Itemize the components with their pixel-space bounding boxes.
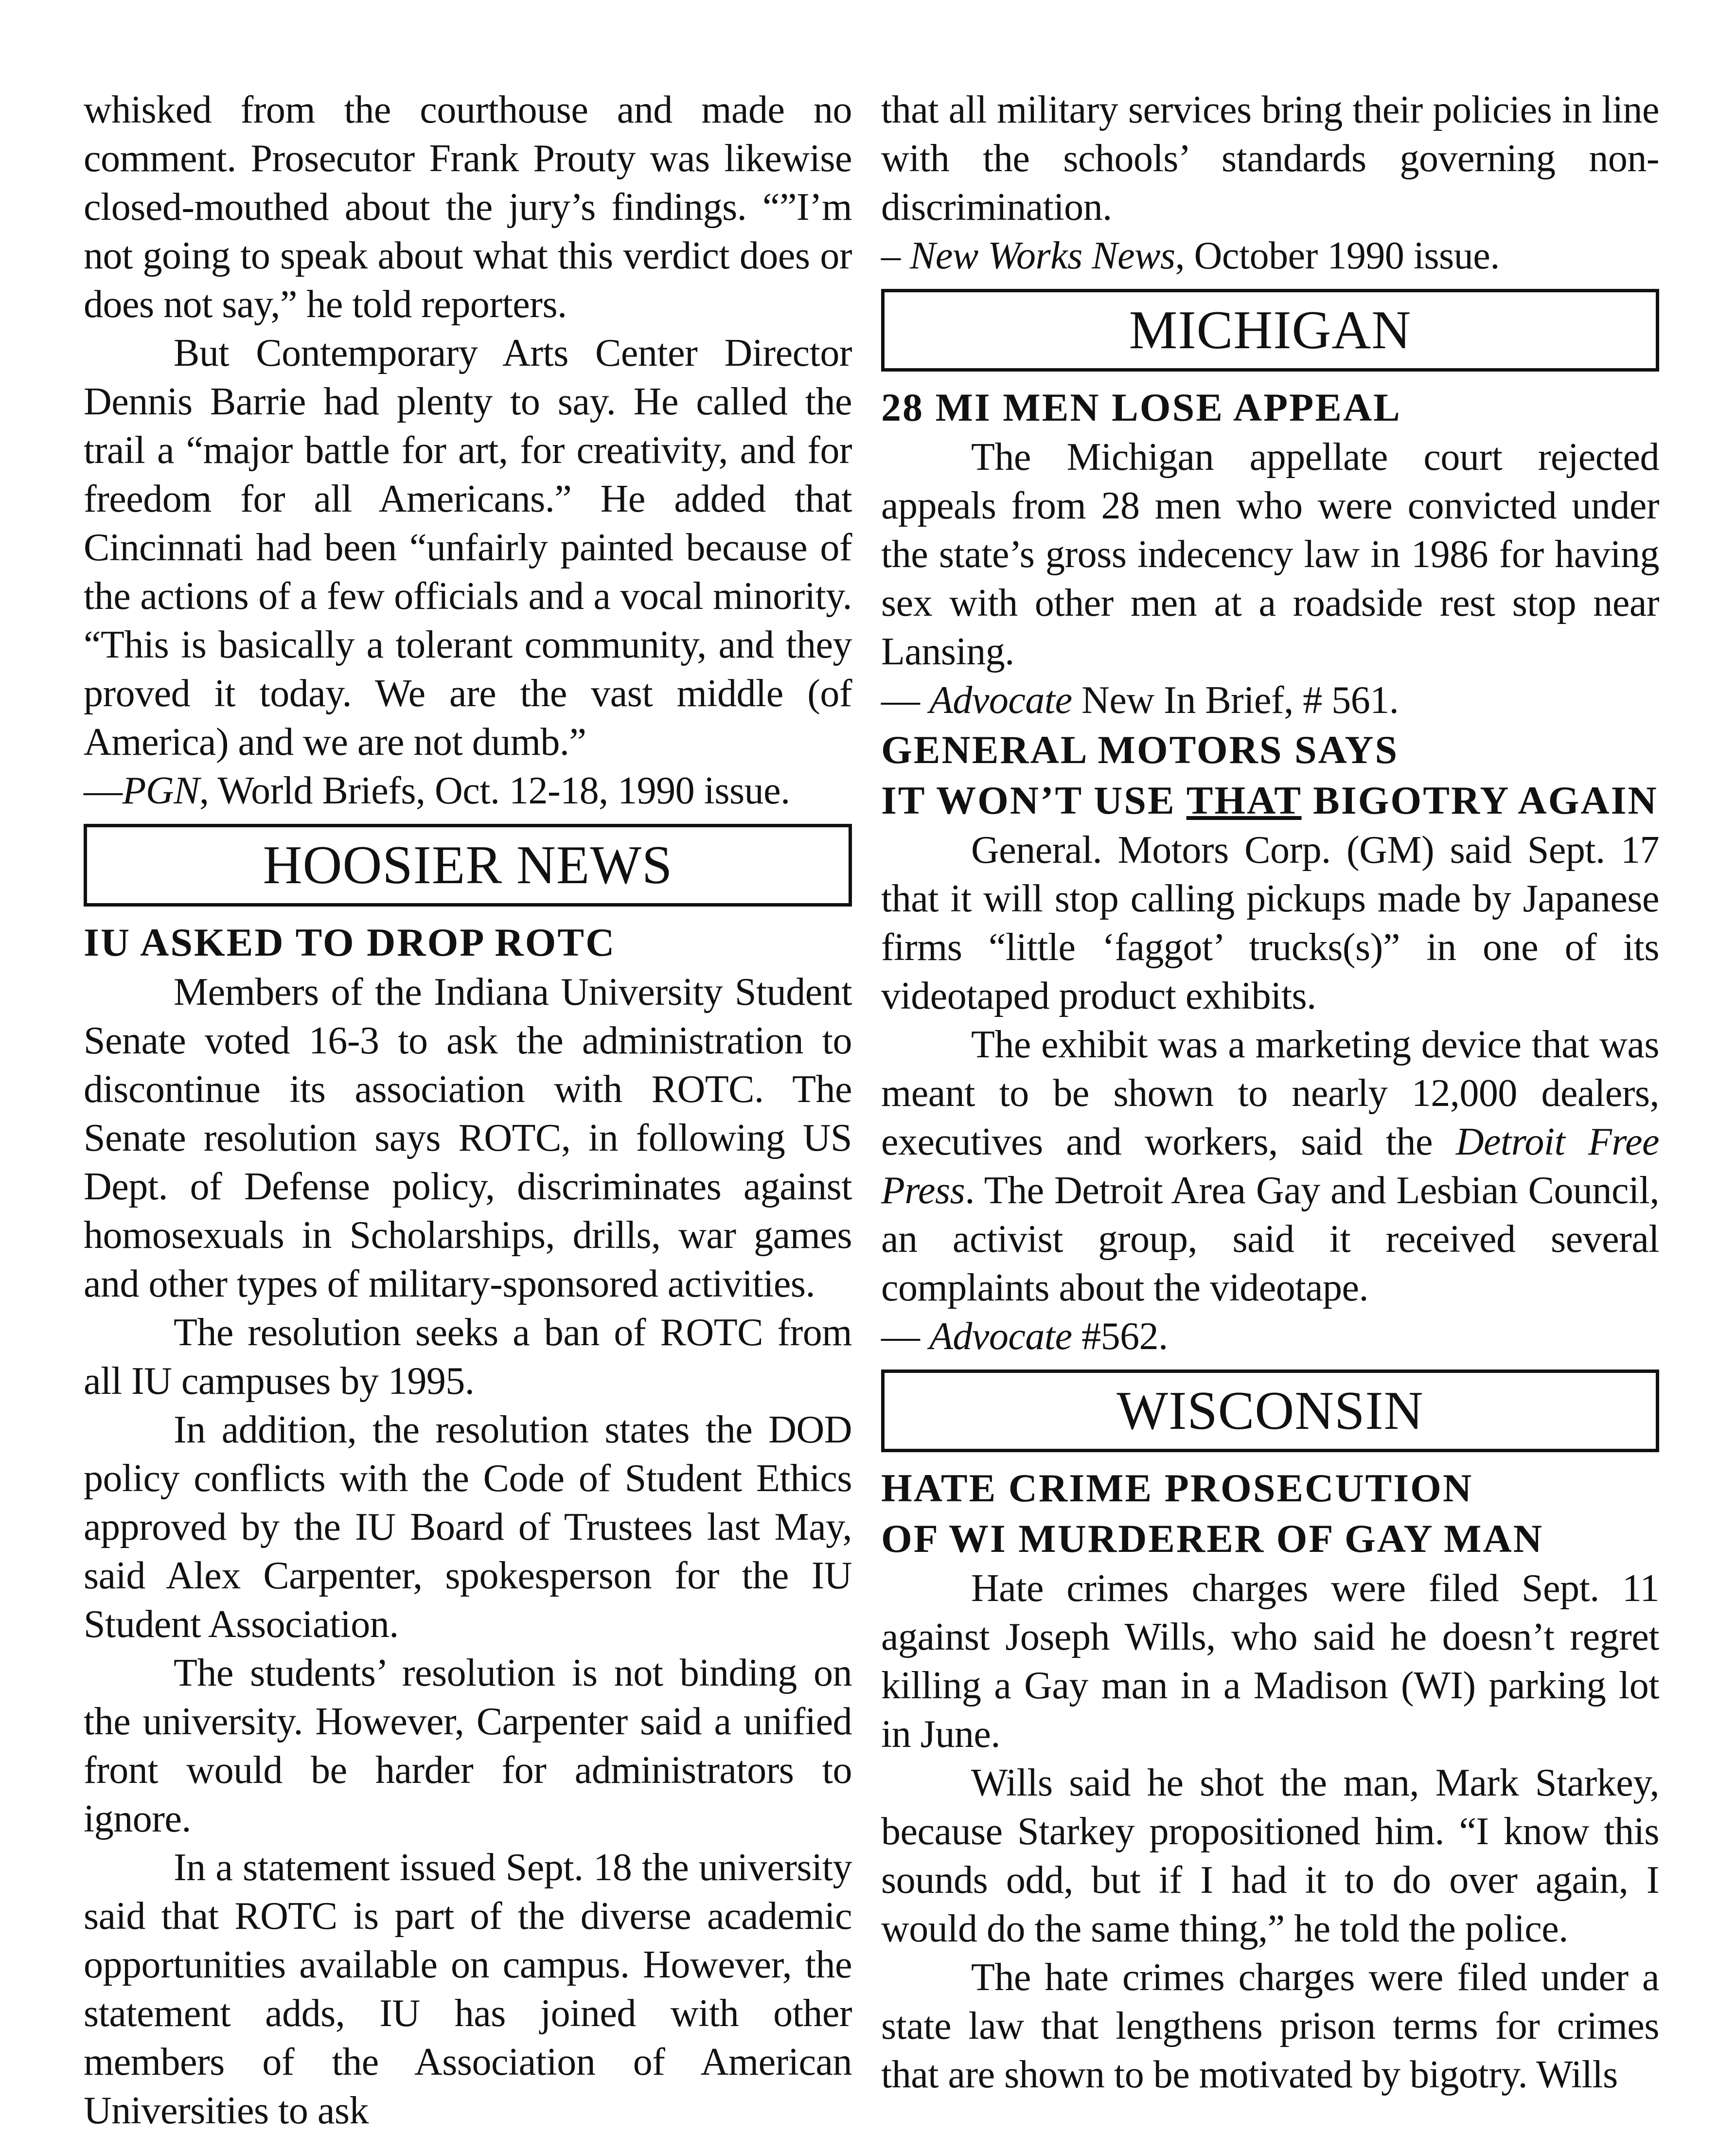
story-paragraph: General. Motors Corp. (GM) said Sept. 17 that it will stop calling pickups made by Japanese firms “little ‘faggot’ trucks(s)” in one of its videotaped product exhibits. (881, 829, 1659, 1017)
continued-paragraph: But Contemporary Arts Center Director Dennis Barrie had plenty to say. He called the trail a “major battle for art, for creativity, and for freedom for all Americans.” He added that Cincinnati had been “unfairly painted because of the actions of a few officials and a vocal minority. “This is basically a tolerant community, and they proved it today. We are the vast middle (of America) and we are not dumb.” (84, 332, 852, 764)
story-paragraph: Members of the Indiana University Student Senate voted 16-3 to ask the administration to discontinue its association with ROTC. The Senate resolution says ROTC, in following US Dept. of Defense policy, discriminates against homosexuals in Scholarships, drills, war games and other types of military-sponsored activities. (84, 971, 852, 1305)
newspaper-name: Detroit Free Press (881, 1121, 1660, 1212)
story-paragraph: The hate crimes charges were filed under a state law that lengthens prison terms for crimes that are shown to be motivated by bigotry. Wills (881, 1956, 1659, 2096)
section-header-hoosier-news: HOOSIER NEWS (84, 824, 852, 907)
source-detail: , October 1990 issue. (1175, 234, 1500, 277)
story-paragraph: Wills said he shot the man, Mark Starkey, because Starkey propositioned him. “I know this sounds odd, but if I had it to do over again, I would do the same thing,” he told the police. (881, 1761, 1659, 1950)
source-citation (881, 231, 1659, 280)
paragraph-text: . The Detroit Area Gay and Lesbian Council, an activist group, said it received several complaints about the videotape. (881, 1169, 1659, 1309)
headline-text: IT WON’T USE (881, 778, 1187, 822)
headline-gm-line2 (881, 775, 1659, 826)
headline-hate-line1: HATE CRIME PROSECUTION (881, 1466, 1473, 1510)
section-header-wisconsin: WISCONSIN (881, 1370, 1659, 1452)
headline-rotc: IU ASKED TO DROP ROTC (84, 920, 616, 964)
right-column (881, 86, 1659, 2099)
source-publication: Advocate (929, 679, 1072, 722)
headline-appeal: 28 MI MEN LOSE APPEAL (881, 385, 1401, 429)
source-publication: New Works News (910, 234, 1175, 277)
headline-underlined-word: THAT (1186, 778, 1302, 822)
story-paragraph: Hate crimes charges were filed Sept. 11 against Joseph Wills, who said he doesn’t regret killing a Gay man in a Madison (WI) parking lot in June. (881, 1567, 1659, 1756)
continued-paragraph: whisked from the courthouse and made no comment. Prosecutor Frank Prouty was likewise closed-mouthed about the jury’s findings. “”I’m not going to speak about what this verdict does or does not say,” he told reporters. (84, 89, 852, 326)
source-prefix: – (881, 234, 910, 277)
story-paragraph: The Michigan appellate court rejected appeals from 28 men who were convicted under the state’s gross indecency law in 1986 for having sex with other men at a roadside rest stop near Lansing. (881, 436, 1659, 673)
source-prefix: — (881, 1315, 929, 1358)
story-paragraph (881, 1020, 1659, 1312)
source-prefix: — (881, 679, 929, 722)
headline-gm-line1: GENERAL MOTORS SAYS (881, 728, 1399, 772)
source-citation (881, 676, 1659, 725)
headline-hate-line2: OF WI MURDERER OF GAY MAN (881, 1516, 1543, 1561)
source-detail: , World Briefs, Oct. 12-18, 1990 issue. (199, 769, 790, 812)
story-paragraph: The resolution seeks a ban of ROTC from all IU campuses by 1995. (84, 1311, 852, 1403)
paragraph-text: The exhibit was a marketing device that was meant to be shown to nearly 12,000 dealers, executives and workers, said the (881, 1023, 1659, 1163)
headline-text: BIGOTRY AGAIN (1301, 778, 1658, 822)
source-publication: Advocate (929, 1315, 1072, 1358)
source-citation (881, 1312, 1659, 1361)
section-header-michigan: MICHIGAN (881, 289, 1659, 372)
story-paragraph: In a statement issued Sept. 18 the university said that ROTC is part of the diverse academic opportunities available on campus. However, the statement adds, IU has joined with other members of the Association of American Universities to ask (84, 1846, 852, 2132)
continued-paragraph: that all military services bring their policies in line with the schools’ standards governing non-discrimination. (881, 89, 1659, 229)
source-publication: PGN (122, 769, 199, 812)
source-detail: New In Brief, # 561. (1072, 679, 1399, 722)
source-citation: —PGN, World Briefs, Oct. 12-18, 1990 issue. (84, 769, 790, 812)
left-column (84, 86, 852, 2135)
source-detail: #562. (1072, 1315, 1168, 1358)
story-paragraph: In addition, the resolution states the DOD policy conflicts with the Code of Student Ethics approved by the IU Board of Trustees last May, said Alex Carpenter, spokesperson for the IU Student Association. (84, 1408, 852, 1646)
story-paragraph: The students’ resolution is not binding on the university. However, Carpenter said a unified front would be harder for administrators to ignore. (84, 1652, 852, 1840)
